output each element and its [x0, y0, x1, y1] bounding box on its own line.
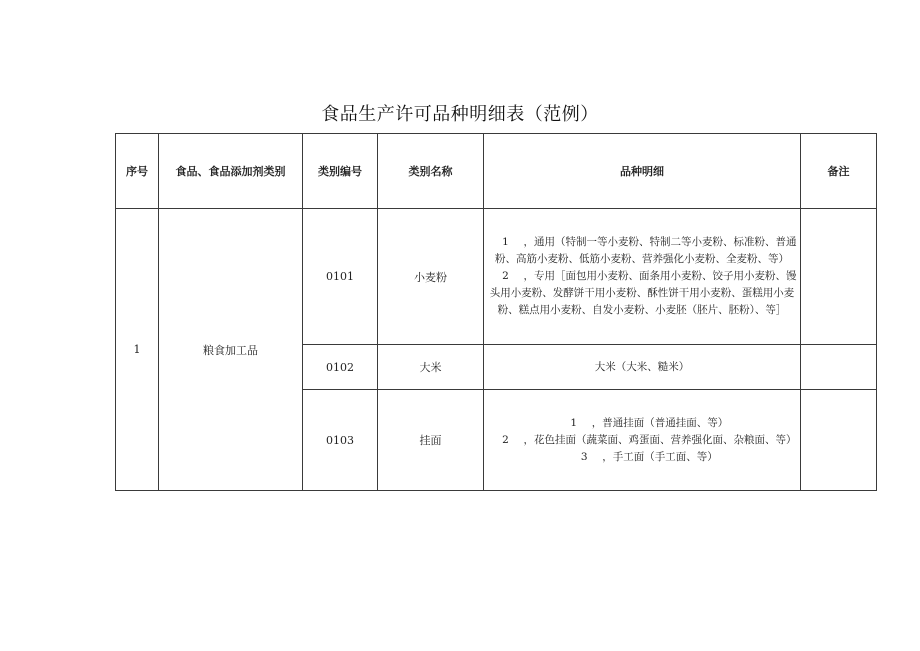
name-cell: 挂面 [378, 390, 484, 491]
detail-line [484, 449, 800, 466]
detail-line-number: 3 [580, 450, 588, 463]
detail-line-number: 2 [502, 270, 509, 282]
detail-line-number: 2 [502, 433, 509, 446]
remark-cell [801, 390, 877, 491]
detail-cell [484, 345, 801, 390]
code-cell: 0102 [303, 345, 378, 390]
detail-line [484, 359, 800, 376]
group-seq-cell: 1 [116, 209, 159, 491]
table-header-row [116, 134, 877, 209]
header-name: 类别名称 [378, 134, 484, 209]
detail-line [484, 268, 800, 319]
name-cell: 小麦粉 [378, 209, 484, 345]
detail-line [484, 415, 800, 432]
header-code: 类别编号 [303, 134, 378, 209]
detail-cell [484, 390, 801, 491]
detail-line [484, 432, 800, 449]
detail-line-text: ，通用（特制一等小麦粉、特制二等小麦粉、标准粉、普通粉、高筋小麦粉、低筋小麦粉、营养强化小麦粉、全麦粉、等） [495, 236, 797, 265]
detail-line-text: ，专用［面包用小麦粉、面条用小麦粉、饺子用小麦粉、馒头用小麦粉、发酵饼干用小麦粉、酥性饼干用小麦粉、蛋糕用小麦粉、糕点用小麦粉、自发小麦粉、小麦胚（胚片、胚粉）、等］ [489, 270, 797, 316]
code-cell: 0101 [303, 209, 378, 345]
code-cell: 0103 [303, 390, 378, 491]
detail-line-text: ，花色挂面（蔬菜面、鸡蛋面、营养强化面、杂粮面、等） [523, 433, 797, 446]
product-detail-table [115, 133, 877, 491]
header-seq: 序号 [116, 134, 159, 209]
name-cell: 大米 [378, 345, 484, 390]
remark-cell [801, 345, 877, 390]
remark-cell [801, 209, 877, 345]
detail-line-number: 1 [570, 416, 578, 429]
group-category-cell: 粮食加工品 [159, 209, 303, 491]
document-title: 食品生产许可品种明细表（范例） [321, 104, 599, 125]
detail-line-text: ，手工面（手工面、等） [602, 450, 718, 463]
table-row [116, 209, 877, 345]
header-category: 食品、食品添加剂类别 [159, 134, 303, 209]
detail-line-text: ，普通挂面（普通挂面、等） [591, 416, 729, 429]
detail-line-text: 大米（大米、糙米） [594, 360, 690, 373]
detail-cell [484, 209, 801, 345]
detail-line-number: 1 [502, 236, 509, 248]
detail-line [484, 234, 800, 268]
header-detail: 品种明细 [484, 134, 801, 209]
header-remark: 备注 [801, 134, 877, 209]
